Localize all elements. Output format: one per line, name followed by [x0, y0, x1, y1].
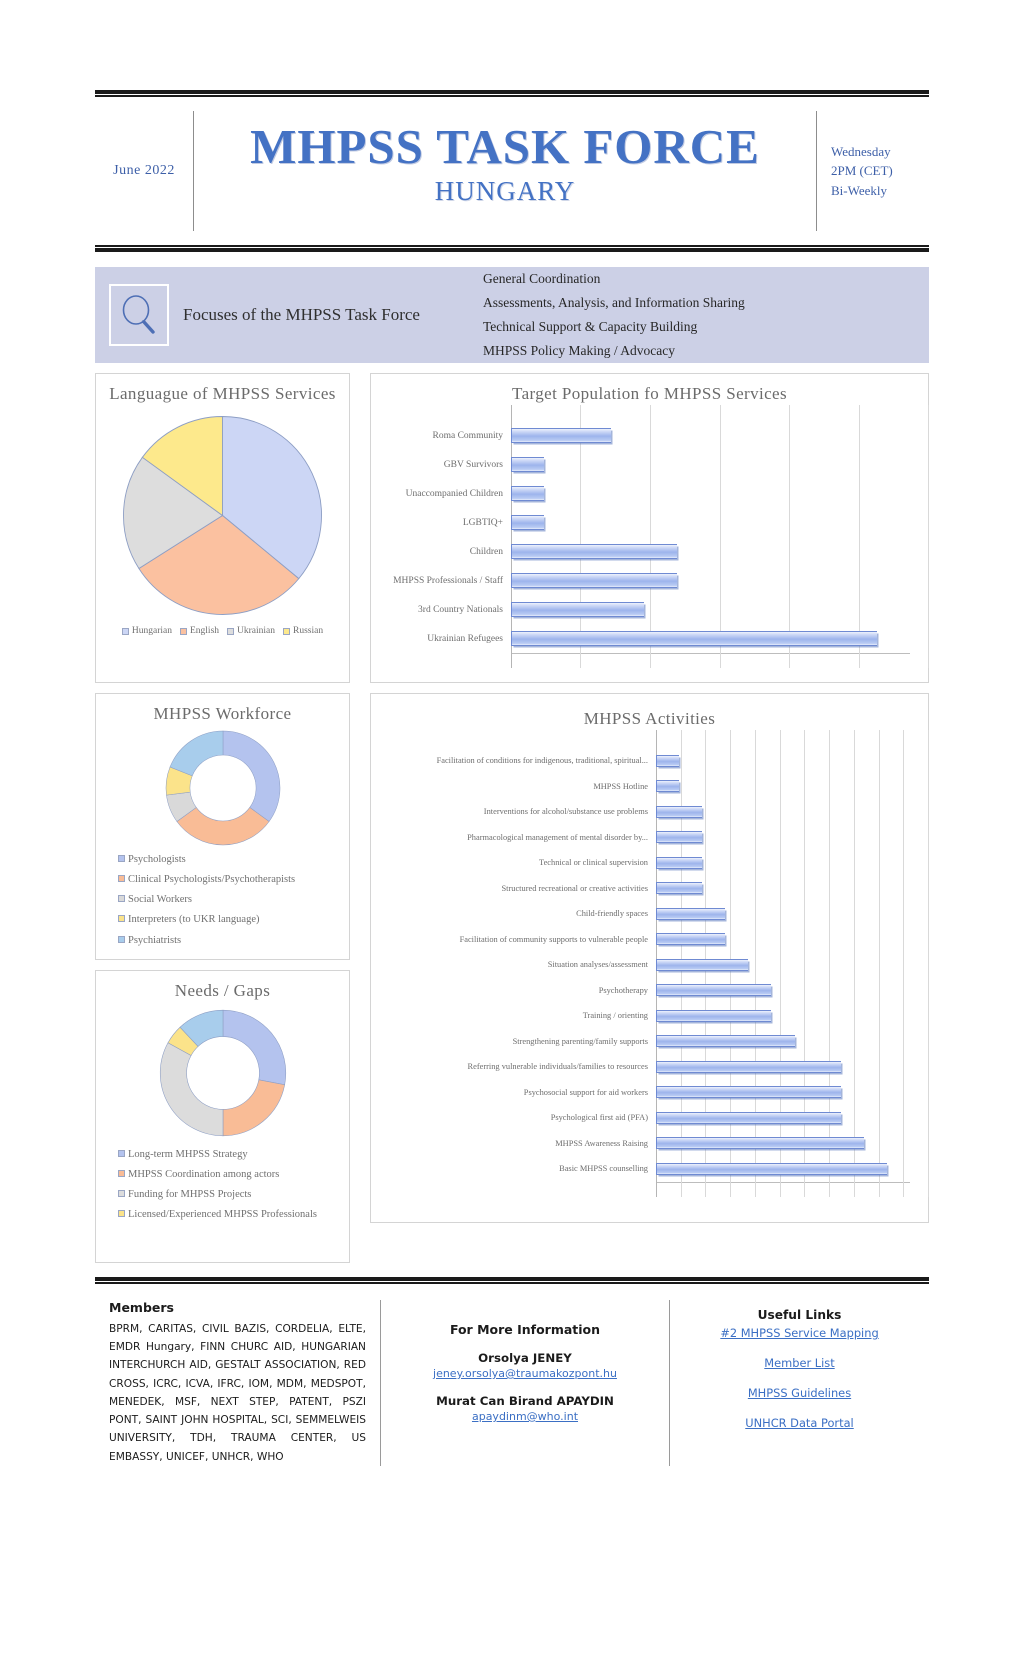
bar-row	[371, 450, 910, 479]
bar-row	[371, 876, 910, 902]
footer-links	[670, 1300, 929, 1466]
bar-category-label: Unaccompanied Children	[405, 488, 503, 499]
bar-category-label: Technical or clinical supervision	[539, 858, 648, 868]
bar-category-label: MHPSS Awareness Raising	[555, 1138, 648, 1148]
bar-category-label: Strengthening parenting/family supports	[512, 1036, 648, 1046]
masthead-title-group	[194, 97, 816, 245]
bar	[511, 602, 644, 617]
bar	[656, 857, 702, 869]
header-rule-bottom	[95, 245, 929, 252]
bar-category-label: Interventions for alcohol/substance use problems	[483, 807, 648, 817]
legend-item	[122, 626, 172, 636]
focus-banner-label: Focuses of the MHPSS Task Force	[183, 305, 420, 324]
doughnut-workforce	[96, 725, 349, 847]
bar-row	[371, 595, 910, 624]
pie-slice	[160, 1043, 223, 1136]
chart-title-activities: MHPSS Activities	[583, 709, 716, 728]
bar	[656, 1137, 864, 1149]
focus-item-2: Assessments, Analysis, and Information Sharing	[483, 294, 745, 310]
bar	[656, 984, 771, 996]
chart-title-language: Languague of MHPSS Services	[109, 384, 336, 403]
bar-track	[511, 573, 910, 588]
legend-item	[118, 853, 339, 866]
link-unhcr-data-portal[interactable]: UNHCR Data Portal	[745, 1416, 854, 1430]
legend-item	[118, 913, 339, 926]
bar-row	[371, 748, 910, 774]
members-heading: Members	[109, 1300, 174, 1315]
bar-track	[656, 1086, 910, 1098]
legend-swatch-icon	[118, 875, 125, 882]
bar-chart-activities	[371, 730, 928, 1197]
bar-track	[656, 857, 910, 869]
link-mhpss-guidelines[interactable]: MHPSS Guidelines	[747, 1386, 852, 1400]
bar-track	[656, 755, 910, 767]
bar-row	[371, 1080, 910, 1106]
bar	[656, 1035, 795, 1047]
legend-label: Hungarian	[131, 626, 172, 637]
bar-row	[371, 825, 910, 851]
legend-label: Funding for MHPSS Projects	[128, 1189, 252, 1201]
bar	[656, 933, 725, 945]
legend-label: Licensed/Experienced MHPSS Professionals	[128, 1209, 317, 1221]
meeting-time: 2PM (CET)	[831, 163, 893, 179]
bar-track	[656, 882, 910, 894]
legend-swatch-icon	[283, 628, 290, 635]
bar-track	[656, 831, 910, 843]
doughnut-needs-gaps	[96, 1002, 349, 1138]
bar-category-label: 3rd Country Nationals	[418, 604, 503, 615]
bar-category-label: Child-friendly spaces	[576, 909, 648, 919]
bar-track	[656, 933, 910, 945]
right-column	[370, 373, 929, 1263]
bar-category-label: Roma Community	[432, 430, 503, 441]
footer	[95, 1284, 929, 1466]
bar-category-label: Basic MHPSS counselling	[559, 1164, 648, 1174]
bar-row	[371, 952, 910, 978]
bar-category-label: Training / orienting	[582, 1011, 648, 1021]
legend-label: Clinical Psychologists/Psychotherapists	[128, 874, 296, 886]
bar	[511, 486, 544, 501]
links-heading: Useful Links	[757, 1308, 842, 1322]
legend-item	[118, 873, 339, 886]
contact-person-1-name: Orsolya JENEY	[478, 1351, 572, 1365]
chart-card-language	[95, 373, 350, 683]
legend-item	[118, 893, 339, 906]
bar-track	[656, 1035, 910, 1047]
bar-category-label: Facilitation of conditions for indigenous, traditional, spiritual...	[436, 756, 648, 766]
bar-track	[656, 908, 910, 920]
bar-category-label: Psychosocial support for aid workers	[523, 1087, 648, 1097]
bar-category-label: Pharmacological management of mental disorder by...	[467, 832, 648, 842]
bar	[656, 831, 702, 843]
bar	[656, 1061, 841, 1073]
bar-track	[656, 1137, 910, 1149]
pie-slice	[223, 1080, 285, 1136]
meeting-frequency: Bi-Weekly	[831, 182, 887, 198]
bar-row	[371, 537, 910, 566]
bar-row	[371, 978, 910, 1004]
legend-item	[118, 1168, 339, 1181]
legend-swatch-icon	[118, 1190, 125, 1197]
legend-swatch-icon	[118, 1170, 125, 1177]
legend-label: Interpreters (to UKR language)	[128, 914, 260, 926]
newsletter-page	[0, 90, 1024, 1673]
legend-item	[118, 1188, 339, 1201]
legend-item	[283, 626, 323, 636]
page-subtitle: HUNGARY	[434, 176, 576, 207]
bar-row	[371, 850, 910, 876]
bar-track	[511, 515, 910, 530]
bar-row	[371, 1054, 910, 1080]
bar-category-label: LGBTIQ+	[462, 517, 503, 528]
bar-row	[371, 1131, 910, 1157]
legend-item	[118, 934, 339, 947]
bar	[511, 544, 677, 559]
legend-label: English	[189, 626, 220, 637]
bar-row	[371, 508, 910, 537]
bar	[656, 806, 702, 818]
charts-area	[95, 373, 929, 1263]
bar-category-label: Psychotherapy	[598, 985, 648, 995]
bar-category-label: Ukrainian Refugees	[427, 633, 503, 644]
bar	[656, 780, 679, 792]
bar-chart-target-population	[371, 405, 928, 668]
bar-row	[371, 421, 910, 450]
pie-slice	[176, 808, 268, 846]
bar-rows-target-population	[371, 421, 910, 653]
legend-item	[180, 626, 219, 636]
bar-track	[656, 806, 910, 818]
pie-language	[96, 405, 349, 622]
bar-track	[656, 780, 910, 792]
bar-track	[656, 984, 910, 996]
bar-track	[511, 631, 910, 646]
legend-swatch-icon	[118, 936, 125, 943]
legend-item	[227, 626, 275, 636]
legend-label: Psychiatrists	[128, 934, 182, 946]
bar-row	[371, 1029, 910, 1055]
bar-track	[511, 457, 910, 472]
bar-track	[511, 544, 910, 559]
bar-category-label: MHPSS Professionals / Staff	[393, 575, 503, 586]
legend-label: Long-term MHPSS Strategy	[128, 1149, 248, 1161]
bar-track	[511, 486, 910, 501]
left-column	[95, 373, 350, 1263]
bar	[511, 428, 611, 443]
bar-category-label: Children	[469, 546, 503, 557]
legend-item	[118, 1148, 339, 1161]
bar	[656, 1010, 771, 1022]
contact-person-1-email[interactable]: jeney.orsolya@traumakozpont.hu	[433, 1367, 617, 1380]
contact-person-2-email[interactable]: apaydinm@who.int	[471, 1410, 579, 1423]
doughnut-workforce-svg	[164, 729, 282, 847]
legend-label: Ukrainian	[237, 626, 276, 637]
bar-track	[511, 602, 910, 617]
pie-language-svg	[120, 413, 325, 618]
bar	[656, 1163, 887, 1175]
bar-row	[371, 901, 910, 927]
focus-item-4: MHPSS Policy Making / Advocacy	[483, 343, 676, 359]
legend-swatch-icon	[118, 915, 125, 922]
legend-workforce	[96, 847, 349, 966]
pie-slice	[223, 731, 280, 821]
bar-track	[656, 1163, 910, 1175]
bar	[656, 908, 725, 920]
bar	[656, 755, 679, 767]
footer-contact	[380, 1300, 670, 1466]
bar-row	[371, 566, 910, 595]
bar	[656, 1086, 841, 1098]
chart-card-target-population	[370, 373, 929, 683]
bar-row	[371, 1105, 910, 1131]
bar-row	[371, 927, 910, 953]
bar-track	[511, 428, 910, 443]
chart-card-workforce	[95, 693, 350, 960]
bar-track	[656, 1112, 910, 1124]
doughnut-needs-gaps-svg	[158, 1008, 288, 1138]
focus-item-1: General Coordination	[483, 270, 601, 286]
chart-card-activities	[370, 693, 929, 1223]
bar	[511, 515, 544, 530]
masthead	[95, 97, 929, 245]
bar-row	[371, 479, 910, 508]
members-list: BPRM, CARITAS, CIVIL BAZIS, CORDELIA, ELTE, EMDR Hungary, FINN CHURC AID, HUNGARIAN INTERCHURCH AID, GESTALT ASSOCIATION, RED CROSS, ICRC, ICVA, IFRC, IOM, MDM, MEDSPOT, MENEDEK, MSF, NEXT STEP, PATENT, PSZI PONT, SAINT JOHN HOSPITAL, SCI, SEMMELWEIS UNIVERSITY, TDH, TRAUMA CENTER, US EMBASSY, UNICEF, UNHCR, WHO	[109, 1323, 366, 1463]
pie-slice	[170, 731, 223, 776]
legend-label: MHPSS Coordination among actors	[128, 1169, 280, 1181]
footer-rule	[95, 1277, 929, 1284]
bar-category-label: Referring vulnerable individuals/families to resources	[467, 1062, 648, 1072]
bar	[511, 631, 877, 646]
contact-heading: For More Information	[449, 1322, 601, 1337]
legend-swatch-icon	[118, 1210, 125, 1217]
chart-axis	[511, 653, 910, 654]
bar	[656, 882, 702, 894]
chart-card-needs-gaps	[95, 970, 350, 1263]
legend-item	[118, 1208, 339, 1221]
header-rule-top	[95, 90, 929, 97]
focus-item-3: Technical Support & Capacity Building	[483, 319, 698, 334]
bar	[656, 959, 748, 971]
bar-rows-activities	[371, 748, 910, 1182]
page-title: MHPSS TASK FORCE	[250, 118, 760, 174]
bar-track	[656, 959, 910, 971]
legend-label: Social Workers	[128, 894, 192, 906]
bar-row	[371, 799, 910, 825]
bar-track	[656, 1010, 910, 1022]
legend-swatch-icon	[118, 895, 125, 902]
bar-category-label: Psychological first aid (PFA)	[550, 1113, 648, 1123]
link-service-mapping[interactable]: #2 MHPSS Service Mapping	[720, 1326, 879, 1340]
link-member-list[interactable]: Member List	[764, 1356, 835, 1370]
focus-list	[483, 267, 745, 363]
bar-track	[656, 1061, 910, 1073]
chart-title-workforce: MHPSS Workforce	[153, 704, 292, 723]
bar-category-label: Situation analyses/assessment	[547, 960, 648, 970]
issue-date: June 2022	[113, 163, 175, 178]
bar-row	[371, 1156, 910, 1182]
legend-label: Russian	[293, 626, 324, 637]
bar	[511, 457, 544, 472]
meeting-day: Wednesday	[831, 143, 891, 159]
bar-row	[371, 624, 910, 653]
legend-swatch-icon	[180, 628, 187, 635]
legend-needs-gaps	[96, 1138, 349, 1241]
bar-category-label: MHPSS Hotline	[593, 781, 648, 791]
legend-language	[96, 622, 349, 646]
legend-swatch-icon	[118, 855, 125, 862]
bar	[511, 573, 677, 588]
contact-person-2-name: Murat Can Birand APAYDIN	[436, 1394, 614, 1408]
footer-members	[95, 1300, 380, 1466]
legend-label: Psychologists	[128, 854, 186, 866]
legend-swatch-icon	[227, 628, 234, 635]
chart-title-needs-gaps: Needs / Gaps	[174, 981, 271, 1000]
legend-swatch-icon	[122, 628, 129, 635]
pie-slice	[223, 1010, 286, 1085]
magnifier-icon	[109, 284, 169, 346]
chart-title-target-population: Target Population fo MHPSS Services	[511, 384, 788, 403]
bar-category-label: GBV Survivors	[443, 459, 503, 470]
legend-swatch-icon	[118, 1150, 125, 1157]
bar-category-label: Facilitation of community supports to vulnerable people	[459, 934, 648, 944]
bar-row	[371, 774, 910, 800]
bar	[656, 1112, 841, 1124]
chart-axis	[656, 1182, 910, 1183]
bar-category-label: Structured recreational or creative activities	[501, 883, 648, 893]
bar-row	[371, 1003, 910, 1029]
focus-banner	[95, 267, 929, 363]
meeting-schedule	[817, 97, 929, 245]
